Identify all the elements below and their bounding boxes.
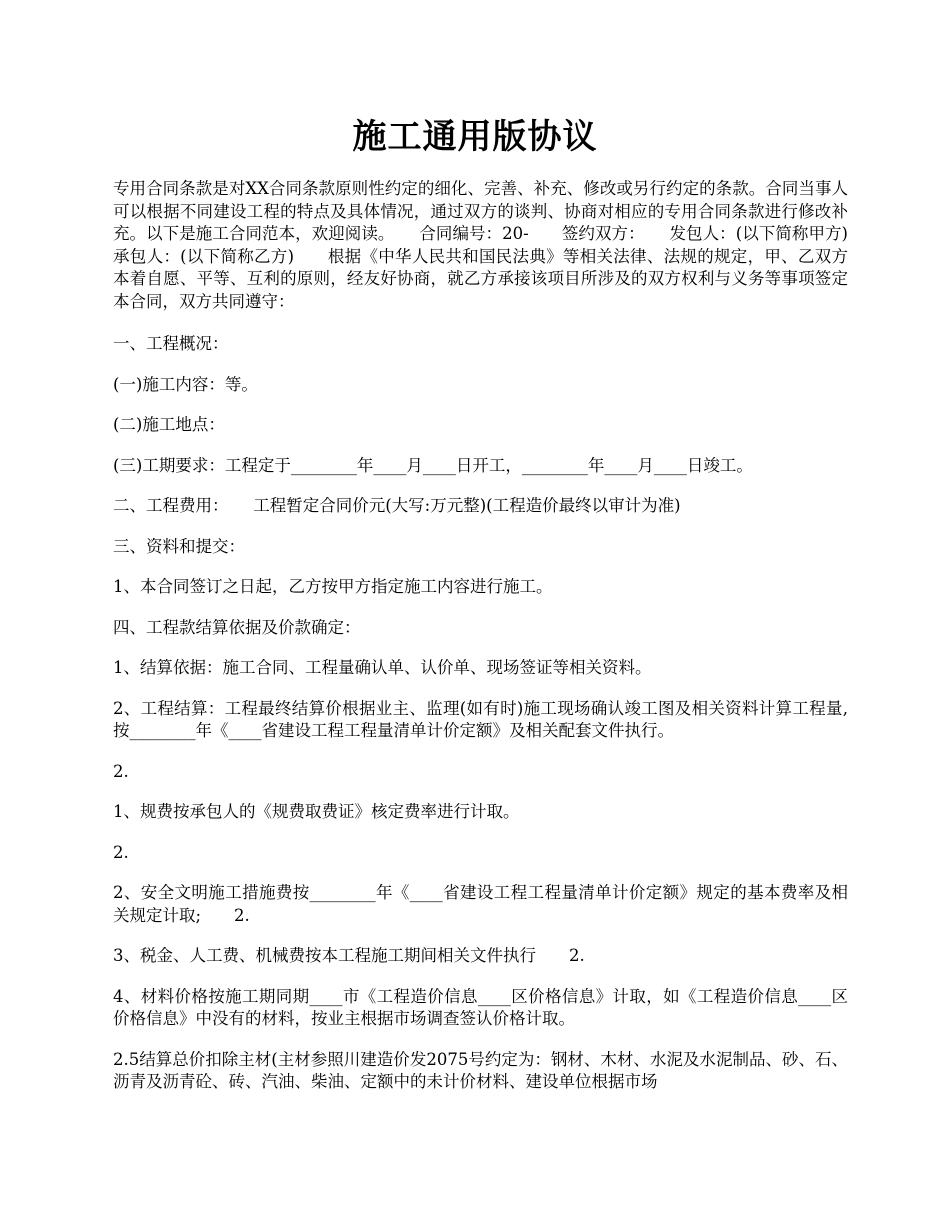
paragraph-safety-fees: 2、安全文明施工措施费按________年《____省建设工程工程量清单计价定额》规定的基本费率及相关规定计取; 2. bbox=[113, 883, 848, 925]
paragraph-fees: 1、规费按承包人的《规费取费证》核定费率进行计取。 bbox=[113, 802, 520, 821]
paragraph-main-materials: 2.5结算总价扣除主材(主材参照川建造价发2075号约定为：钢材、木材、水泥及水泥制品、砂、石、沥青及沥青砼、砖、汽油、柴油、定额中的未计价材料、建设单位根据市场 bbox=[113, 1049, 848, 1091]
document-title: 施工通用版协议 bbox=[352, 117, 598, 157]
paragraph-project-settlement: 2、工程结算：工程最终结算价根据业主、监理(如有时)施工现场确认竣工图及相关资料计算工程量,按________年《____省建设工程工程量清单计价定额》及相关配套文件执行。 bbox=[113, 698, 848, 740]
paragraph-construction-site: (二)施工地点： bbox=[113, 415, 225, 434]
paragraph-item-number: 2. bbox=[113, 842, 129, 862]
section-heading-project-overview: 一、工程概况： bbox=[113, 334, 229, 353]
paragraph-construction-content: (一)施工内容：等。 bbox=[113, 374, 258, 394]
paragraph-taxes: 3、税金、人工费、机械费按本工程施工期间相关文件执行 2. bbox=[113, 946, 585, 965]
intro-paragraph: 专用合同条款是对XX合同条款原则性约定的细化、完善、补充、修改或另行约定的条款。合同当事人可以根据不同建设工程的特点及具体情况，通过双方的谈判、协商对相应的专用合同条款进行修改补充。以下是施工合同范本，欢迎阅读。 合同编号：20- 签约双方： 发包人：(以下简称甲方) 承包人：(以下简称乙方) 根据《中华人民共和国民法典》等相关法律、法规的规定，甲、乙双方本着自愿、平等、互利的原则，经友好协商，就乙方承接该项目所涉及的双方权利与义务等事项签定本合同，双方共同遵守： bbox=[113, 179, 881, 311]
paragraph-material-prices: 4、材料价格按施工期同期____市《工程造价信息____区价格信息》计取，如《工程造价信息____区价格信息》中没有的材料，按业主根据市场调查签认价格计取。 bbox=[113, 986, 848, 1028]
paragraph-settlement-basis: 1、结算依据：施工合同、工程量确认单、认价单、现场签证等相关资料。 bbox=[113, 658, 652, 677]
section-heading-settlement: 四、工程款结算依据及价款确定： bbox=[113, 617, 361, 637]
paragraph-item-number: 2. bbox=[113, 761, 129, 781]
paragraph-start-construction: 1、本合同签订之日起，乙方按甲方指定施工内容进行施工。 bbox=[113, 577, 553, 596]
document-body bbox=[113, 178, 881, 1112]
section-heading-project-cost: 二、工程费用： 工程暂定合同价元(大写:万元整)(工程造价最终以审计为准) bbox=[113, 496, 681, 515]
section-heading-materials: 三、资料和提交： bbox=[113, 536, 245, 556]
paragraph-schedule-requirements: (三)工期要求：工程定于________年____月____日开工，________年____月____日竣工。 bbox=[113, 455, 753, 475]
